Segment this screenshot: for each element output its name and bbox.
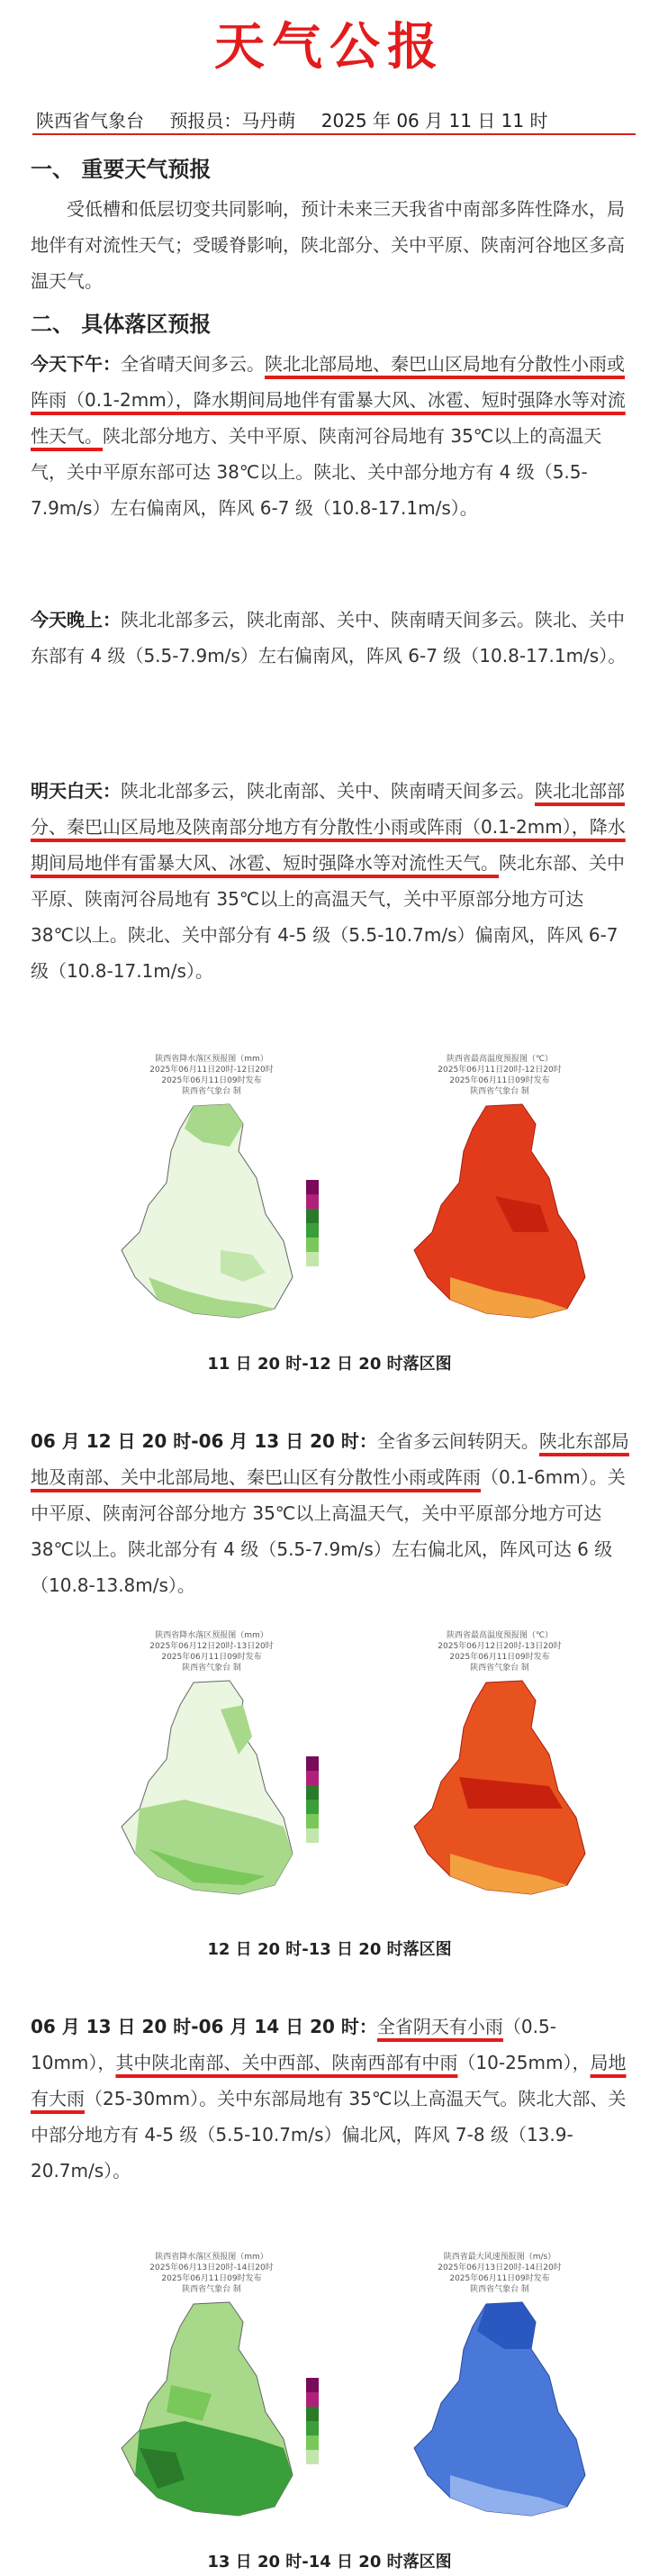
map-caption-1: 11 日 20 时-12 日 20 时落区图 <box>207 1355 452 1374</box>
header-divider <box>32 133 636 135</box>
section-2-title: 二、 具体落区预报 <box>31 312 212 337</box>
highlight-text: 陕北北部部分、秦巴山区局地及陕南部分地方有分散性小雨或阵雨（0.1-2mm），降水期间局地伴有雷暴大风、冰雹、短时强降水等对流性天气。 <box>31 780 626 874</box>
temp-map-2 <box>369 1630 630 1900</box>
highlight-text: 全省阴天有小雨 <box>376 2016 503 2037</box>
period-label: 明天白天： <box>31 780 121 802</box>
period-label: 今天晚上： <box>31 609 121 630</box>
bulletin-meta <box>36 106 630 132</box>
map-caption-3: 13 日 20 时-14 日 20 时落区图 <box>207 2553 452 2571</box>
map-title: 陕西省最大风速预报图（m/s） 2025年06月13日20时-14日20时 2025年06月11日09时发布 陕西省气象台 制 <box>438 2253 562 2294</box>
highlight-text: 陕北东部局地及南部、关中北部局地、秦巴山区有分散性小雨或阵雨 <box>31 1430 629 1488</box>
highlight-text: 局地有大雨 <box>31 2052 627 2109</box>
agency: 陕西省气象台 <box>36 110 144 132</box>
forecaster: 预报员：马丹萌 <box>169 110 296 132</box>
shaanxi-rain-map <box>86 1097 338 1322</box>
shaanxi-wind-map <box>369 2295 630 2520</box>
temp-map-1 <box>369 1054 630 1324</box>
period-12-13: 06 月 12 日 20 时-06 月 13 日 20 时：全省多云间转阴天。陕北东部局地及南部、关中北部局地、秦巴山区有分散性小雨或阵雨（0.1-6mm）。关中平原、陕南河谷部分地方 35℃以上高温天气，关中平原部分地方可达 38℃以上。陕北部分有 4 级（5.5-7.9m/s）左右偏北风，阵风可达 6 级（10.8-13.8m/s）。 <box>31 1430 629 1596</box>
period-label: 06 月 12 日 20 时-06 月 13 日 20 时： <box>31 1430 377 1452</box>
wind-map-3 <box>369 2252 630 2522</box>
rain-map-2 <box>86 1630 338 1900</box>
period-tomorrow-daytime: 明天白天：陕北北部多云，陕北南部、关中、陕南晴天间多云。陕北北部部分、秦巴山区局地及陕南部分地方有分散性小雨或阵雨（0.1-2mm），降水期间局地伴有雷暴大风、冰雹、短时强降水等对流性天气。陕北东部、关中平原、陕南河谷局地有 35℃以上的高温天气，关中平原部分地方可达 38℃以上。陕北、关中部分有 4-5 级（5.5-10.7m/s）偏南风，阵风 6-7 级（10.8-17.1m/s）。 <box>31 780 626 982</box>
section-1-title: 一、 重要天气预报 <box>31 157 212 182</box>
period-tonight: 今天晚上：陕北北部多云，陕北南部、关中、陕南晴天间多云。陕北、关中东部有 4 级（5.5-7.9m/s）左右偏南风，阵风 6-7 级（10.8-17.1m/s）。 <box>31 609 627 667</box>
highlight-text: 其中陕北南部、关中西部、陕南西部有中雨 <box>115 2052 458 2073</box>
period-today-afternoon: 今天下午：全省晴天间多云。陕北北部局地、秦巴山区局地有分散性小雨或阵雨（0.1-2mm），降水期间局地伴有雷暴大风、冰雹、短时强降水等对流性天气。陕北部分地方、关中平原、陕南河谷局地有 35℃以上的高温天气，关中平原东部可达 38℃以上。陕北、关中部分地方有 4 级（5.5-7.9m/s）左右偏南风，阵风 6-7 级（10.8-17.1m/s）。 <box>31 353 626 519</box>
shaanxi-temp-map <box>369 1097 630 1322</box>
period-label: 今天下午： <box>31 353 121 375</box>
shaanxi-rain-map <box>86 2295 338 2520</box>
rain-legend <box>306 2378 319 2464</box>
issue-datetime: 2025 年 06 月 11 日 11 时 <box>320 110 548 132</box>
period-13-14: 06 月 13 日 20 时-06 月 14 日 20 时：全省阴天有小雨（0.5-10mm），其中陕北南部、关中西部、陕南西部有中雨（10-25mm），局地有大雨（25-30mm）。关中东部局地有 35℃以上高温天气。陕北大部、关中部分地方有 4-5 级（5.5-10.7m/s）偏北风，阵风 7-8 级（13.9-20.7m/s）。 <box>31 2016 627 2181</box>
section-1-body: 受低槽和低层切变共同影响，预计未来三天我省中南部多阵性降水，局地伴有对流性天气；受暖脊影响，陕北部分、关中平原、陕南河谷地区多高温天气。 <box>31 198 625 292</box>
map-title: 陕西省最高温度预报图（℃） 2025年06月12日20时-13日20时 2025年06月11日09时发布 陕西省气象台 制 <box>438 1631 562 1673</box>
rain-map-3 <box>86 2252 338 2522</box>
map-title: 陕西省降水落区预报图（mm） 2025年06月11日20时-12日20时 2025年06月11日09时发布 陕西省气象台 制 <box>149 1055 274 1096</box>
bulletin-title: 天气公报 <box>214 18 445 77</box>
shaanxi-rain-map <box>86 1673 338 1899</box>
map-title: 陕西省最高温度预报图（℃） 2025年06月11日20时-12日20时 2025年06月11日09时发布 陕西省气象台 制 <box>438 1055 562 1096</box>
map-title: 陕西省降水落区预报图（mm） 2025年06月13日20时-14日20时 2025年06月11日09时发布 陕西省气象台 制 <box>149 2253 274 2294</box>
shaanxi-temp-map <box>369 1673 630 1899</box>
rain-map-1 <box>86 1054 338 1324</box>
rain-legend <box>306 1756 319 1843</box>
highlight-text: 陕北北部局地、秦巴山区局地有分散性小雨或阵雨（0.1-2mm），降水期间局地伴有雷暴大风、冰雹、短时强降水等对流性天气。 <box>31 353 626 447</box>
map-caption-2: 12 日 20 时-13 日 20 时落区图 <box>207 1940 452 1959</box>
map-title: 陕西省降水落区预报图（mm） 2025年06月12日20时-13日20时 2025年06月11日09时发布 陕西省气象台 制 <box>149 1631 274 1673</box>
period-label: 06 月 13 日 20 时-06 月 14 日 20 时： <box>31 2016 377 2037</box>
rain-legend <box>306 1180 319 1266</box>
